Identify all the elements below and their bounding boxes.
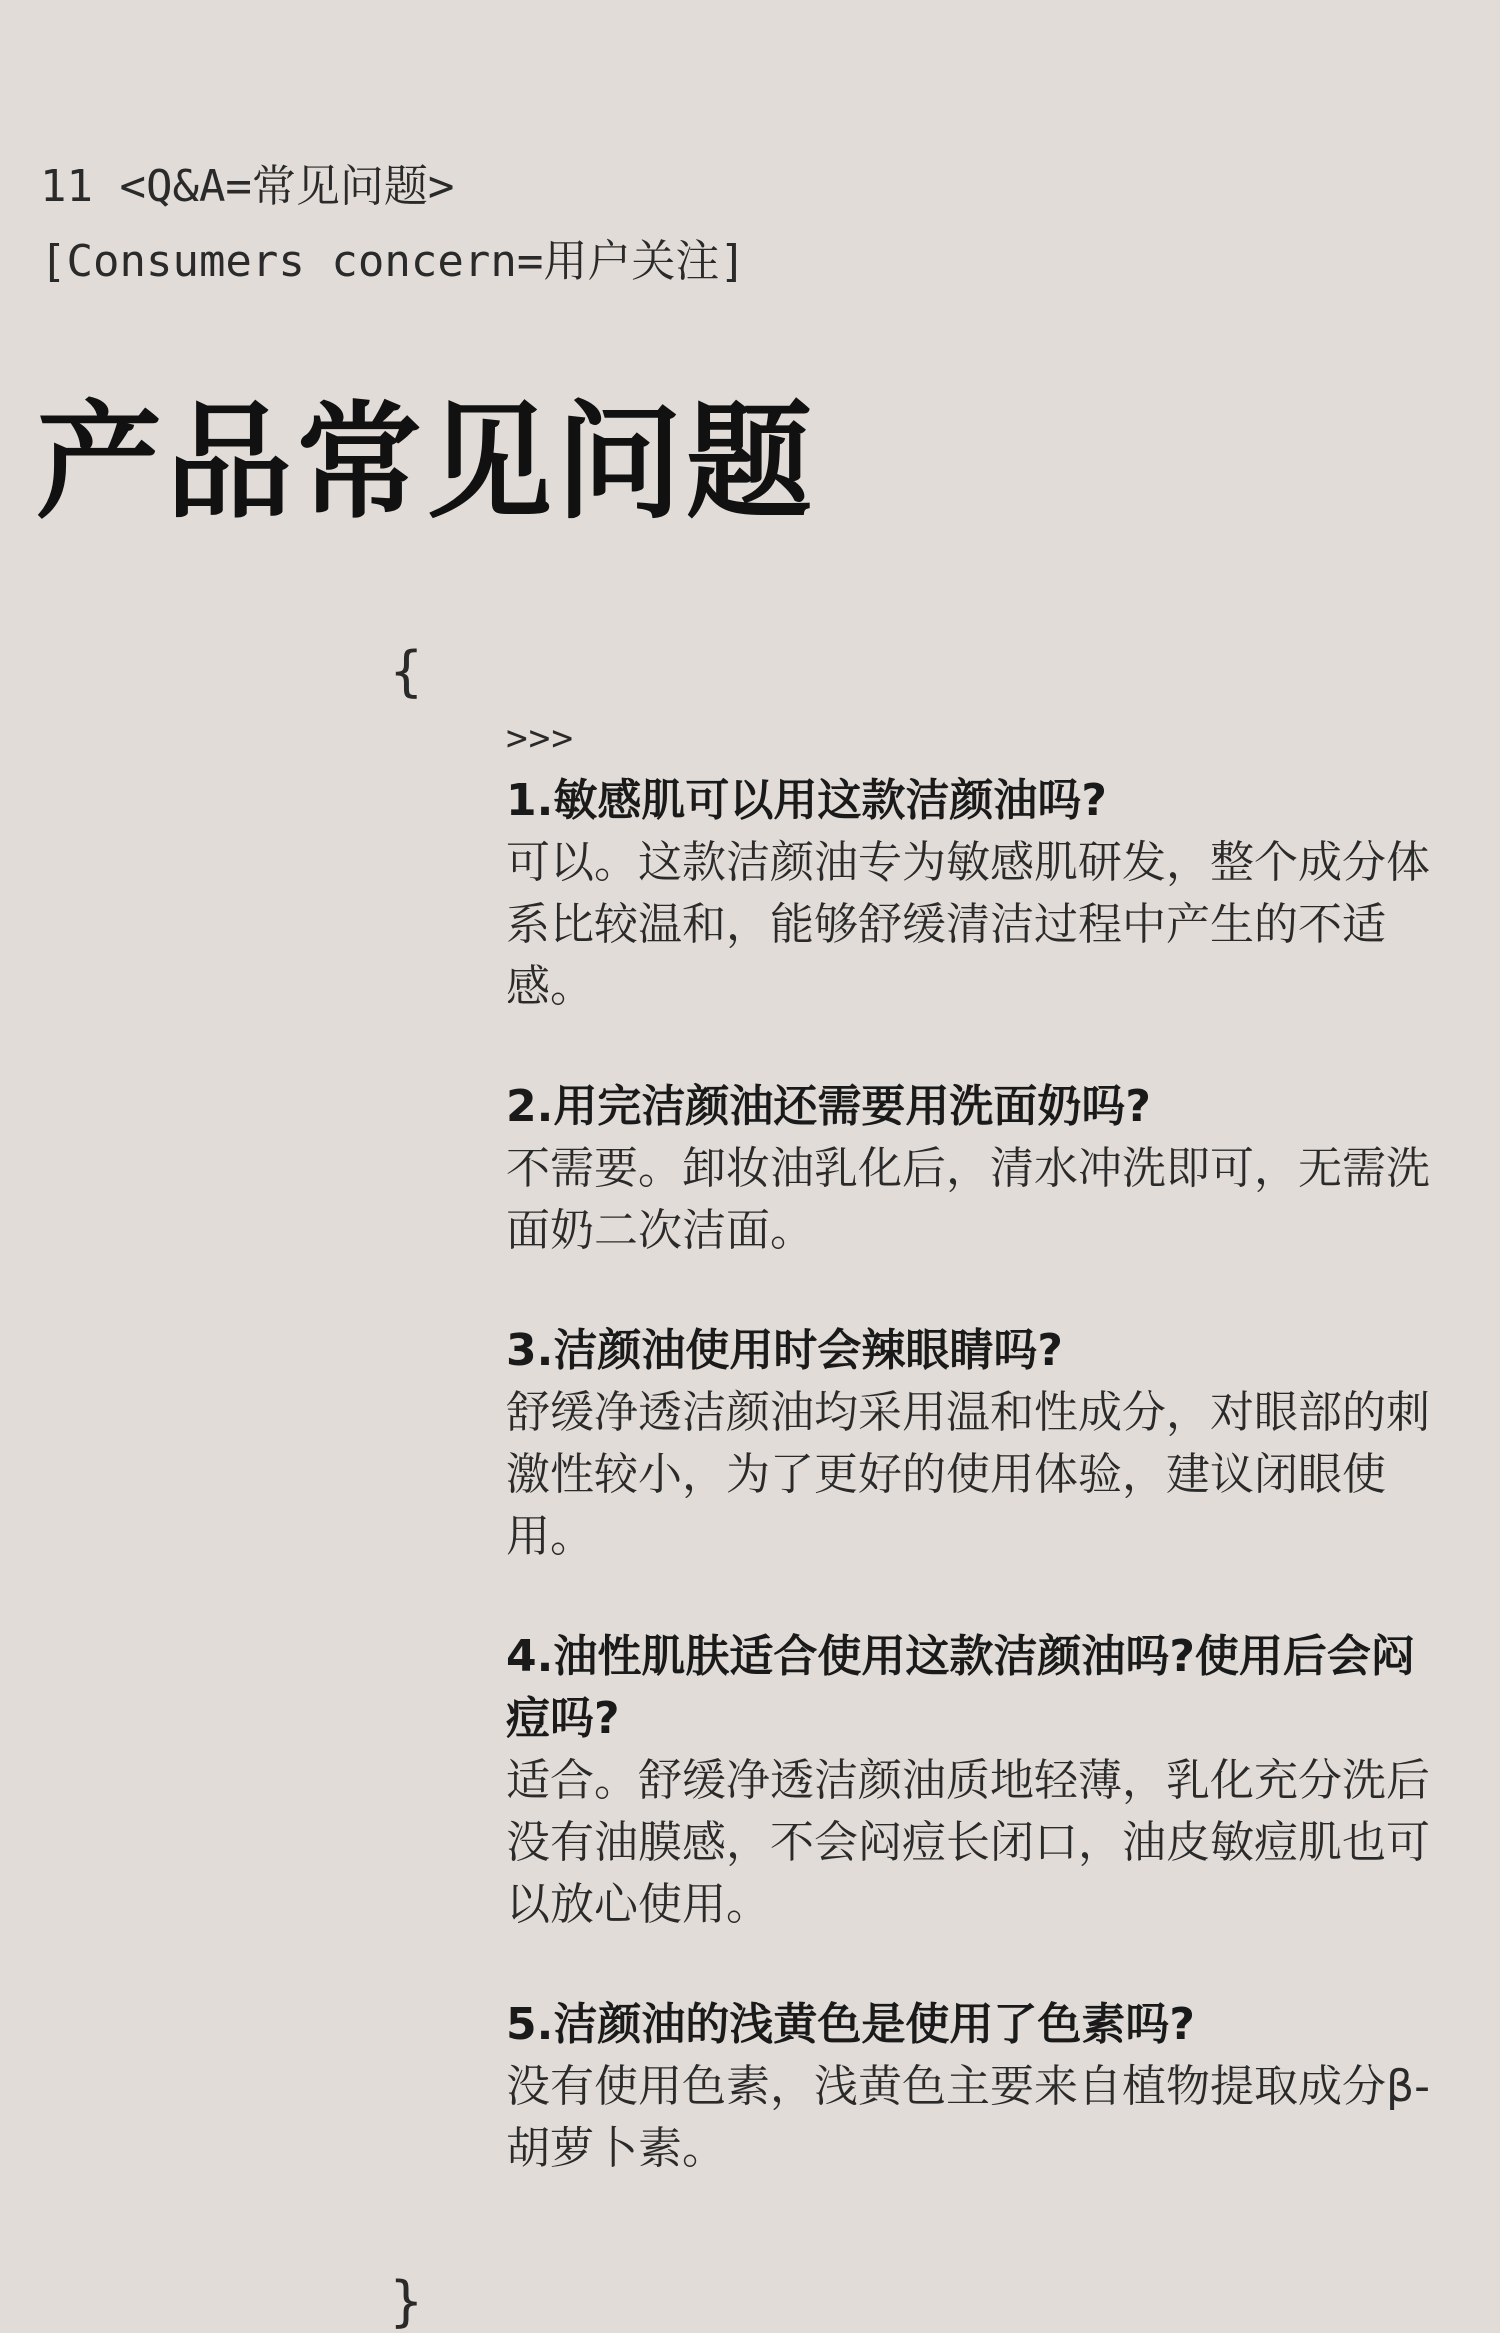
faq-answer: 可以。这款洁颜油专为敏感肌研发，整个成分体系比较温和，能够舒缓清洁过程中产生的不适感。 — [506, 837, 1430, 1012]
faq-item-4 — [506, 1626, 1446, 1936]
faq-question: 5.洁颜油的浅黄色是使用了色素吗? — [506, 1999, 1195, 2050]
close-brace: } — [390, 2270, 423, 2333]
faq-question: 4.油性肌肤适合使用这款洁颜油吗?使用后会闷痘吗? — [506, 1631, 1415, 1744]
faq-item-5 — [506, 1994, 1446, 2180]
faq-list — [506, 770, 1446, 2238]
faq-item-1 — [506, 770, 1446, 1018]
faq-item-2 — [506, 1076, 1446, 1262]
faq-answer: 没有使用色素，浅黄色主要来自植物提取成分β-胡萝卜素。 — [506, 2061, 1430, 2174]
faq-question: 2.用完洁颜油还需要用洗面奶吗? — [506, 1081, 1151, 1132]
faq-question: 3.洁颜油使用时会辣眼睛吗? — [506, 1325, 1063, 1376]
faq-item-3 — [506, 1320, 1446, 1568]
faq-answer: 不需要。卸妆油乳化后，清水冲洗即可，无需洗面奶二次洁面。 — [506, 1143, 1430, 1256]
open-brace: { — [390, 640, 423, 703]
faq-question: 1.敏感肌可以用这款洁颜油吗? — [506, 775, 1107, 826]
faq-answer: 适合。舒缓净透洁颜油质地轻薄，乳化充分洗后没有油膜感，不会闷痘长闭口，油皮敏痘肌也可以放心使用。 — [506, 1755, 1430, 1930]
section-label: 11 <Q&A=常见问题> — [40, 161, 455, 212]
arrow-marker: >>> — [506, 718, 575, 759]
faq-answer: 舒缓净透洁颜油均采用温和性成分，对眼部的刺激性较小，为了更好的使用体验，建议闭眼使用。 — [506, 1387, 1430, 1562]
page-title: 产品常见问题 — [36, 389, 816, 536]
subtitle-label: [Consumers concern=用户关注] — [40, 236, 746, 287]
